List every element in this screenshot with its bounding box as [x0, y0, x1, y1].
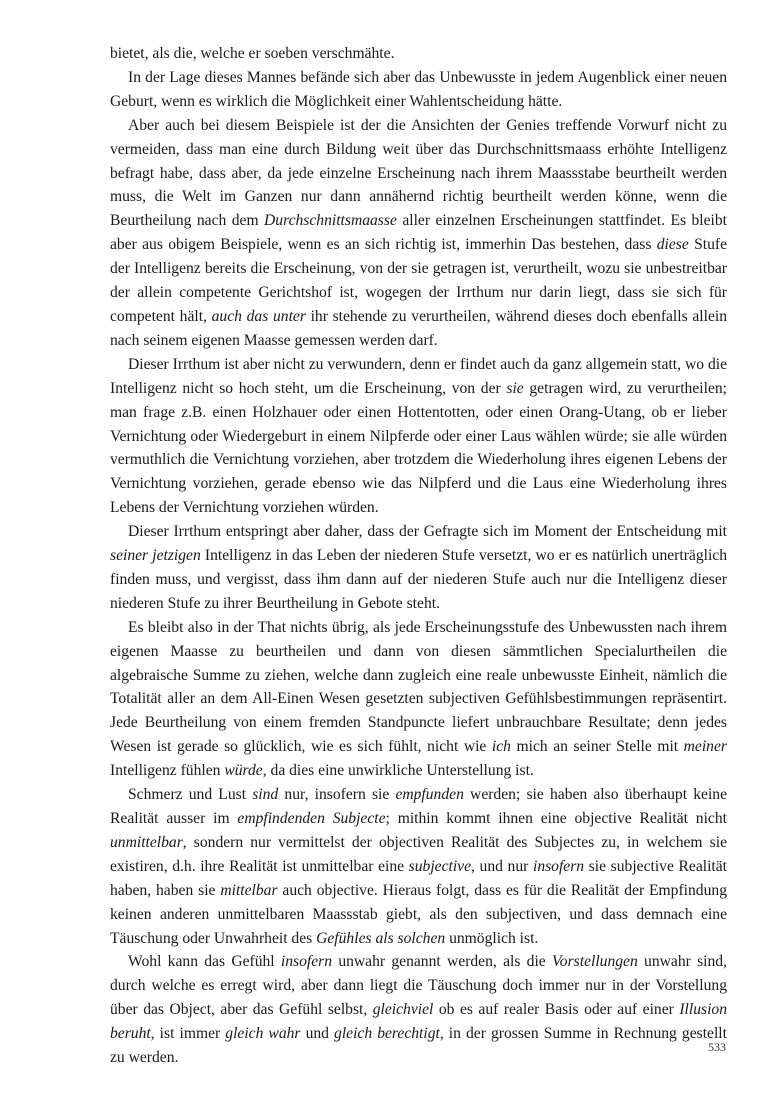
body-text: [110, 42, 727, 1070]
emphasis-text: gleichviel: [372, 1001, 434, 1019]
text-run: unwahr sind, durch welche es erregt wird, aber dann liegt die Täuschung doch immer nur in der Vorstellung über das Object, aber das Gefühl selbst,: [110, 953, 727, 1019]
text-run: aller einzelnen Erscheinungen stattfindet. Es bleibt aber aus obigem Beispiele, wenn es an sich richtig ist, immerhin Das bestehen, dass: [110, 212, 727, 254]
text-run: bietet, als die, welche er soeben verschmähte.: [110, 45, 395, 62]
emphasis-text: subjective: [408, 857, 472, 875]
text-run: Intelligenz fühlen: [110, 762, 225, 780]
text-run: , und nur: [471, 857, 533, 875]
text-run: getragen wird, zu verurtheilen; man frage z.B. einen Holzhauer oder einen Hottentotten, oder einen Orang-Utang, ob er lieber Vernichtung oder Wiedergeburt in einem Nilpferde oder einer Laus wählen würde; sie alle würden vermuthlich die Vernichtung vorziehen, aber trotzdem die Wiederholung ihres eigenen Lebens der Vernichtung vorziehen, gerade ebenso wie das Nilpferd und die Laus eine Wiederholung ihres Lebens der Vernichtung vorziehen würden.: [110, 379, 727, 517]
paragraph: [110, 616, 727, 783]
emphasis-text: sie: [506, 379, 524, 397]
text-run: auch objective. Hieraus folgt, dass es für die Realität der Empfindung keinen anderen unmittelbaren Maassstab giebt, als den subjectiven, und dass demnach eine Täuschung oder Unwahrheit des: [110, 881, 727, 947]
emphasis-text: würde: [224, 762, 263, 780]
text-run: , in der grossen Summe in Rechnung gestellt zu werden.: [110, 1025, 727, 1067]
paragraph: [110, 66, 727, 114]
text-run: unmöglich ist.: [445, 929, 539, 947]
text-run: ob es auf realer Basis oder auf einer: [433, 1001, 680, 1019]
text-run: , sondern nur vermittelst der objectiven Realität des Subjectes zu, in welchem sie existiren, d.h. ihre Realität ist unmittelbar eine: [110, 833, 727, 875]
emphasis-text: empfindenden Subjecte: [237, 810, 386, 827]
text-run: Aber auch bei diesem Beispiele ist der die Ansichten der Genies treffende Vorwurf nicht zu vermeiden, dass man eine durch Bildung weit über das Durchschnittsmaass erhöhte Intelligenz befragt habe, dass aber, da jede einzelne Erscheinung nach ihrem Maassstabe beurtheilt werden muss, die Welt im Ganzen nur dann annähernd richtig beurtheilt werden könne, wenn die Beurtheilung nach dem: [110, 116, 727, 230]
text-run: unwahr genannt werden, als die: [332, 953, 553, 971]
emphasis-text: Gefühles als solchen: [316, 929, 446, 947]
paragraph: [110, 783, 727, 950]
text-run: ihr stehende zu verurtheilen, während dieses doch ebenfalls allein nach seinem eigenen Maasse gemessen werden darf.: [110, 307, 727, 349]
text-run: In der Lage dieses Mannes befände sich aber das Unbewusste in jedem Augenblick einer neuen Geburt, wenn es wirklich die Möglichkeit einer Wahlentscheidung hätte.: [110, 68, 727, 110]
text-run: und: [300, 1025, 335, 1043]
emphasis-text: gleich wahr: [225, 1025, 301, 1043]
emphasis-text: gleich berechtigt: [334, 1025, 440, 1043]
text-run: Dieser Irrthum ist aber nicht zu verwundern, denn er findet auch da ganz allgemein statt, wo die Intelligenz nicht so hoch steht, um die Erscheinung, von der: [110, 355, 727, 397]
paragraph: [110, 520, 727, 616]
text-run: Wohl kann das Gefühl: [128, 953, 281, 971]
text-run: nur, insofern sie: [278, 786, 396, 804]
emphasis-text: Durchschnittsmaasse: [264, 212, 397, 230]
text-run: , ist immer: [150, 1025, 226, 1043]
emphasis-text: mittelbar: [220, 881, 278, 899]
text-run: sie subjective Realität haben, haben sie: [110, 857, 728, 899]
emphasis-text: Vorstellungen: [552, 953, 638, 971]
text-run: ; mithin kommt ihnen eine objective Realität nicht: [385, 810, 727, 827]
text-run: Es bleibt also in der That nichts übrig, als jede Erscheinungsstufe des Unbewussten nach ihrem eigenen Maasse zu beurtheilen und dann von diesen sämmtlichen Specialurtheilen die algebraische Summe zu ziehen, welche dann zugleich eine reale unbewusste Einheit, nämlich die Totalität aller an dem All-Einen Wesen gesetzten subjectiven Gefühlsbestimmungen repräsentirt. Jede Beurtheilung von einem fremden Standpuncte liefert unbrauchbare Resultate; denn jedes Wesen ist gerade so glücklich, wie es sich fühlt, nicht wie: [110, 618, 727, 756]
emphasis-text: Illusion beruht: [110, 1001, 727, 1043]
text-run: mich an seiner Stelle mit: [510, 738, 684, 756]
text-run: werden; sie haben also überhaupt keine Realität ausser im: [110, 786, 727, 827]
paragraph: [110, 353, 727, 520]
emphasis-text: auch das unter: [211, 307, 306, 325]
emphasis-text: sind: [252, 786, 279, 804]
emphasis-text: insofern: [280, 953, 333, 971]
emphasis-text: ich: [491, 738, 511, 756]
emphasis-text: empfunden: [395, 786, 464, 804]
emphasis-text: meiner: [683, 738, 727, 756]
paragraph: [110, 114, 727, 353]
emphasis-text: unmittelbar: [110, 833, 183, 851]
emphasis-text: seiner jetzigen: [110, 547, 201, 565]
page-number: 533: [708, 1040, 726, 1054]
text-run: Schmerz und Lust: [128, 786, 253, 804]
emphasis-text: diese: [656, 236, 689, 254]
paragraph: [110, 42, 727, 66]
text-run: Dieser Irrthum entspringt aber daher, dass der Gefragte sich im Moment der Entscheidung mit: [128, 523, 727, 541]
emphasis-text: insofern: [532, 857, 585, 875]
paragraph: [110, 950, 727, 1070]
text-run: Intelligenz in das Leben der niederen Stufe versetzt, wo er es natürlich unerträglich finden muss, und vergisst, dass ihm dann auf der niederen Stufe auch nur die Intelligenz dieser niederen Stufe zu ihrer Beurtheilung in Gebote steht.: [110, 547, 728, 612]
text-run: , da dies eine unwirkliche Unterstellung ist.: [262, 762, 534, 780]
text-run: Stufe der Intelligenz bereits die Erscheinung, von der sie getragen ist, verurtheilt, wozu sie unbestreitbar der allein competente Gerichtshof ist, wogegen der Irrthum nur darin liegt, dass sie sich für competent hält,: [110, 236, 727, 325]
